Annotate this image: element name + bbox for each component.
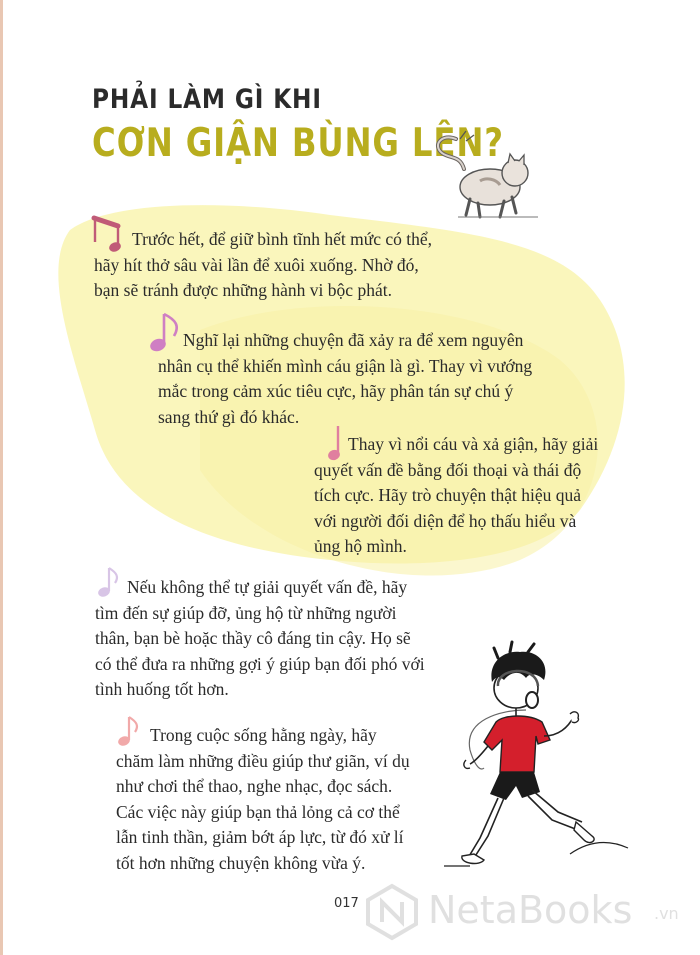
paragraph-3-line-4: với người đối diện để họ thấu hiểu và — [314, 510, 577, 531]
netabooks-watermark — [362, 880, 698, 944]
netabooks-logo-icon — [362, 882, 422, 942]
paragraph-2-rest — [158, 354, 588, 431]
paragraph-5-line-2: chăm làm những điều giúp thư giãn, ví dụ — [116, 750, 410, 771]
paragraph-4 — [127, 575, 507, 601]
paragraph-5-line-3: như chơi thể thao, nghe nhạc, đọc sách. — [116, 776, 393, 796]
paragraph-2-line-4: sang thứ gì đó khác. — [158, 406, 300, 427]
paragraph-5-rest — [116, 749, 476, 877]
paragraph-2-line-3: mắc trong cảm xúc tiêu cực, hãy phân tán sự chú ý — [158, 381, 514, 401]
paragraph-4-line-5: tình huống tốt hơn. — [95, 679, 229, 699]
paragraph-3 — [348, 432, 648, 458]
paragraph-3-line-1: Thay vì nổi cáu và xả giận, hãy giải — [348, 434, 599, 454]
paragraph-1-line-2: hãy hít thở sâu vài lần để xuôi xuống. Nhờ đó, — [94, 254, 419, 275]
watermark-brand: NetaBooks — [428, 888, 633, 932]
paragraph-2 — [183, 328, 583, 354]
cat-illustration — [420, 125, 545, 225]
page-number: 017 — [334, 896, 359, 911]
paragraph-3-line-2: quyết vấn đề bằng đối thoại và thái độ — [314, 459, 582, 480]
paragraph-4-line-1: Nếu không thể tự giải quyết vấn đề, hãy — [127, 577, 408, 597]
eighth-note-icon — [115, 714, 147, 748]
paragraph-1 — [132, 227, 512, 253]
paragraph-5-line-1: Trong cuộc sống hằng ngày, hãy — [150, 725, 377, 745]
paragraph-1-line-1: Trước hết, để giữ bình tĩnh hết mức có thể, — [132, 229, 433, 249]
paragraph-5-line-6: tốt hơn những chuyện không vừa ý. — [116, 852, 366, 873]
paragraph-4-line-3: thân, bạn bè hoặc thầy cô đáng tin cậy. Họ sẽ — [95, 628, 411, 648]
paragraph-1-line-3: bạn sẽ tránh được những hành vi bộc phát. — [94, 280, 392, 300]
paragraph-5-line-4: Các việc này giúp bạn thả lỏng cả cơ thể — [116, 801, 400, 822]
eighth-note-icon — [95, 565, 125, 599]
paragraph-5-line-5: lẫn tinh thần, giảm bớt áp lực, từ đó xử lí — [116, 827, 404, 847]
paragraph-3-line-5: ủng hộ mình. — [314, 536, 407, 556]
paragraph-1-rest — [94, 253, 514, 304]
paragraph-4-line-4: có thể đưa ra những gợi ý giúp bạn đối phó với — [95, 653, 425, 674]
paragraph-4-line-2: tìm đến sự giúp đỡ, ủng hộ từ những người — [95, 602, 397, 623]
paragraph-5 — [150, 723, 450, 749]
paragraph-3-rest — [314, 458, 644, 560]
paragraph-2-line-1: Nghĩ lại những chuyện đã xảy ra để xem nguyên — [183, 330, 524, 350]
eighth-note-icon — [146, 310, 186, 354]
title-line-2: CƠN GIẬN BÙNG LÊN? — [92, 121, 504, 166]
paragraph-3-line-3: tích cực. Hãy trò chuyện thật hiệu quả — [314, 485, 582, 505]
beamed-eighth-notes-icon — [88, 212, 132, 252]
paragraph-2-line-2: nhân cụ thể khiến mình cáu giận là gì. Thay vì vướng — [158, 355, 533, 376]
running-boy-illustration — [440, 640, 640, 870]
title-line-1: PHẢI LÀM GÌ KHI — [92, 84, 322, 115]
watermark-tld: .vn — [654, 904, 679, 923]
